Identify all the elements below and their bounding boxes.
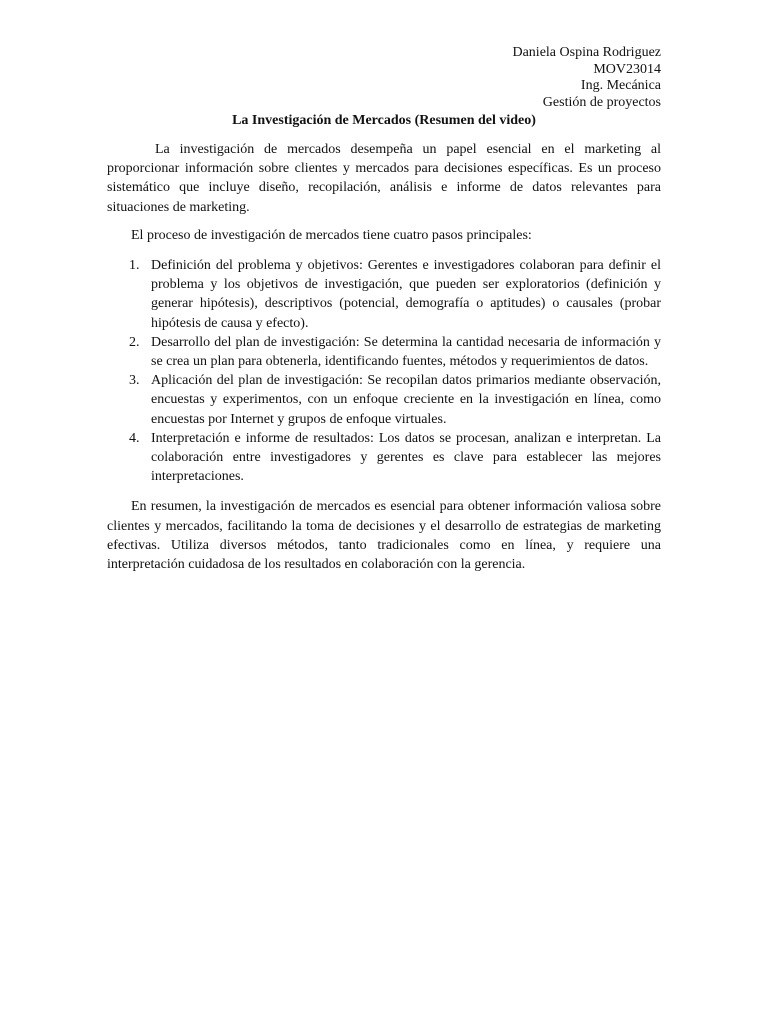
list-item-number: 4. [129,430,140,446]
list-item [107,256,661,333]
list-item [107,429,661,487]
list-item-text: Definición del problema y objetivos: Gerentes e investigadores colaboran para definir el problema y los objetivos de investigación, que pueden ser exploratorios (definición y generar hipótesis), descriptivos (potencial, demografía o aptitudes) o causales (probar hipótesis de causa y efecto). [151,258,661,331]
list-item [107,333,661,371]
list-item-number: 3. [129,373,140,389]
document-title: La Investigación de Mercados (Resumen del video) [232,113,536,128]
steps-list [107,256,661,486]
author-header [512,45,661,111]
list-item-number: 2. [129,334,140,350]
conclusion-paragraph: En resumen, la investigación de mercados es esencial para obtener información valiosa sobre clientes y mercados, facilitando la toma de decisiones y el desarrollo de estrategias de marketing efectivas. Utiliza diversos métodos, tanto tradicionales como en línea, y requiere una interpretación cuidadosa de los resultados en colaboración con la gerencia. [107,499,661,573]
list-item-number: 1. [129,258,140,274]
course-name: Gestión de proyectos [542,94,661,110]
steps-intro-paragraph: El proceso de investigación de mercados tiene cuatro pasos principales: [131,227,532,243]
intro-paragraph: La investigación de mercados desempeña un papel esencial en el marketing al proporcionar información sobre clientes y mercados para decisiones específicas. Es un proceso sistemático que incluye diseño, recopilación, análisis e informe de datos relevantes para situaciones de marketing. [107,142,661,215]
program-name: Ing. Mecánica [580,78,661,94]
list-item-text: Interpretación e informe de resultados: Los datos se procesan, analizan e interpretan. La colaboración entre investigadores y gerentes es clave para establecer las mejores interpretaciones. [151,430,661,485]
student-id: MOV23014 [593,61,661,77]
author-name: Daniela Ospina Rodriguez [512,45,661,60]
list-item-text: Aplicación del plan de investigación: Se recopilan datos primarios mediante observación, encuestas y experimentos, con un enfoque creciente en la investigación en línea, como encuestas por Internet y grupos de enfoque virtuales. [151,373,661,427]
list-item-text: Desarrollo del plan de investigación: Se determina la cantidad necesaria de información y se crea un plan para obtenerla, identificando fuentes, métodos y requerimientos de datos. [151,334,661,370]
list-item [107,371,661,429]
document-body [107,140,661,574]
